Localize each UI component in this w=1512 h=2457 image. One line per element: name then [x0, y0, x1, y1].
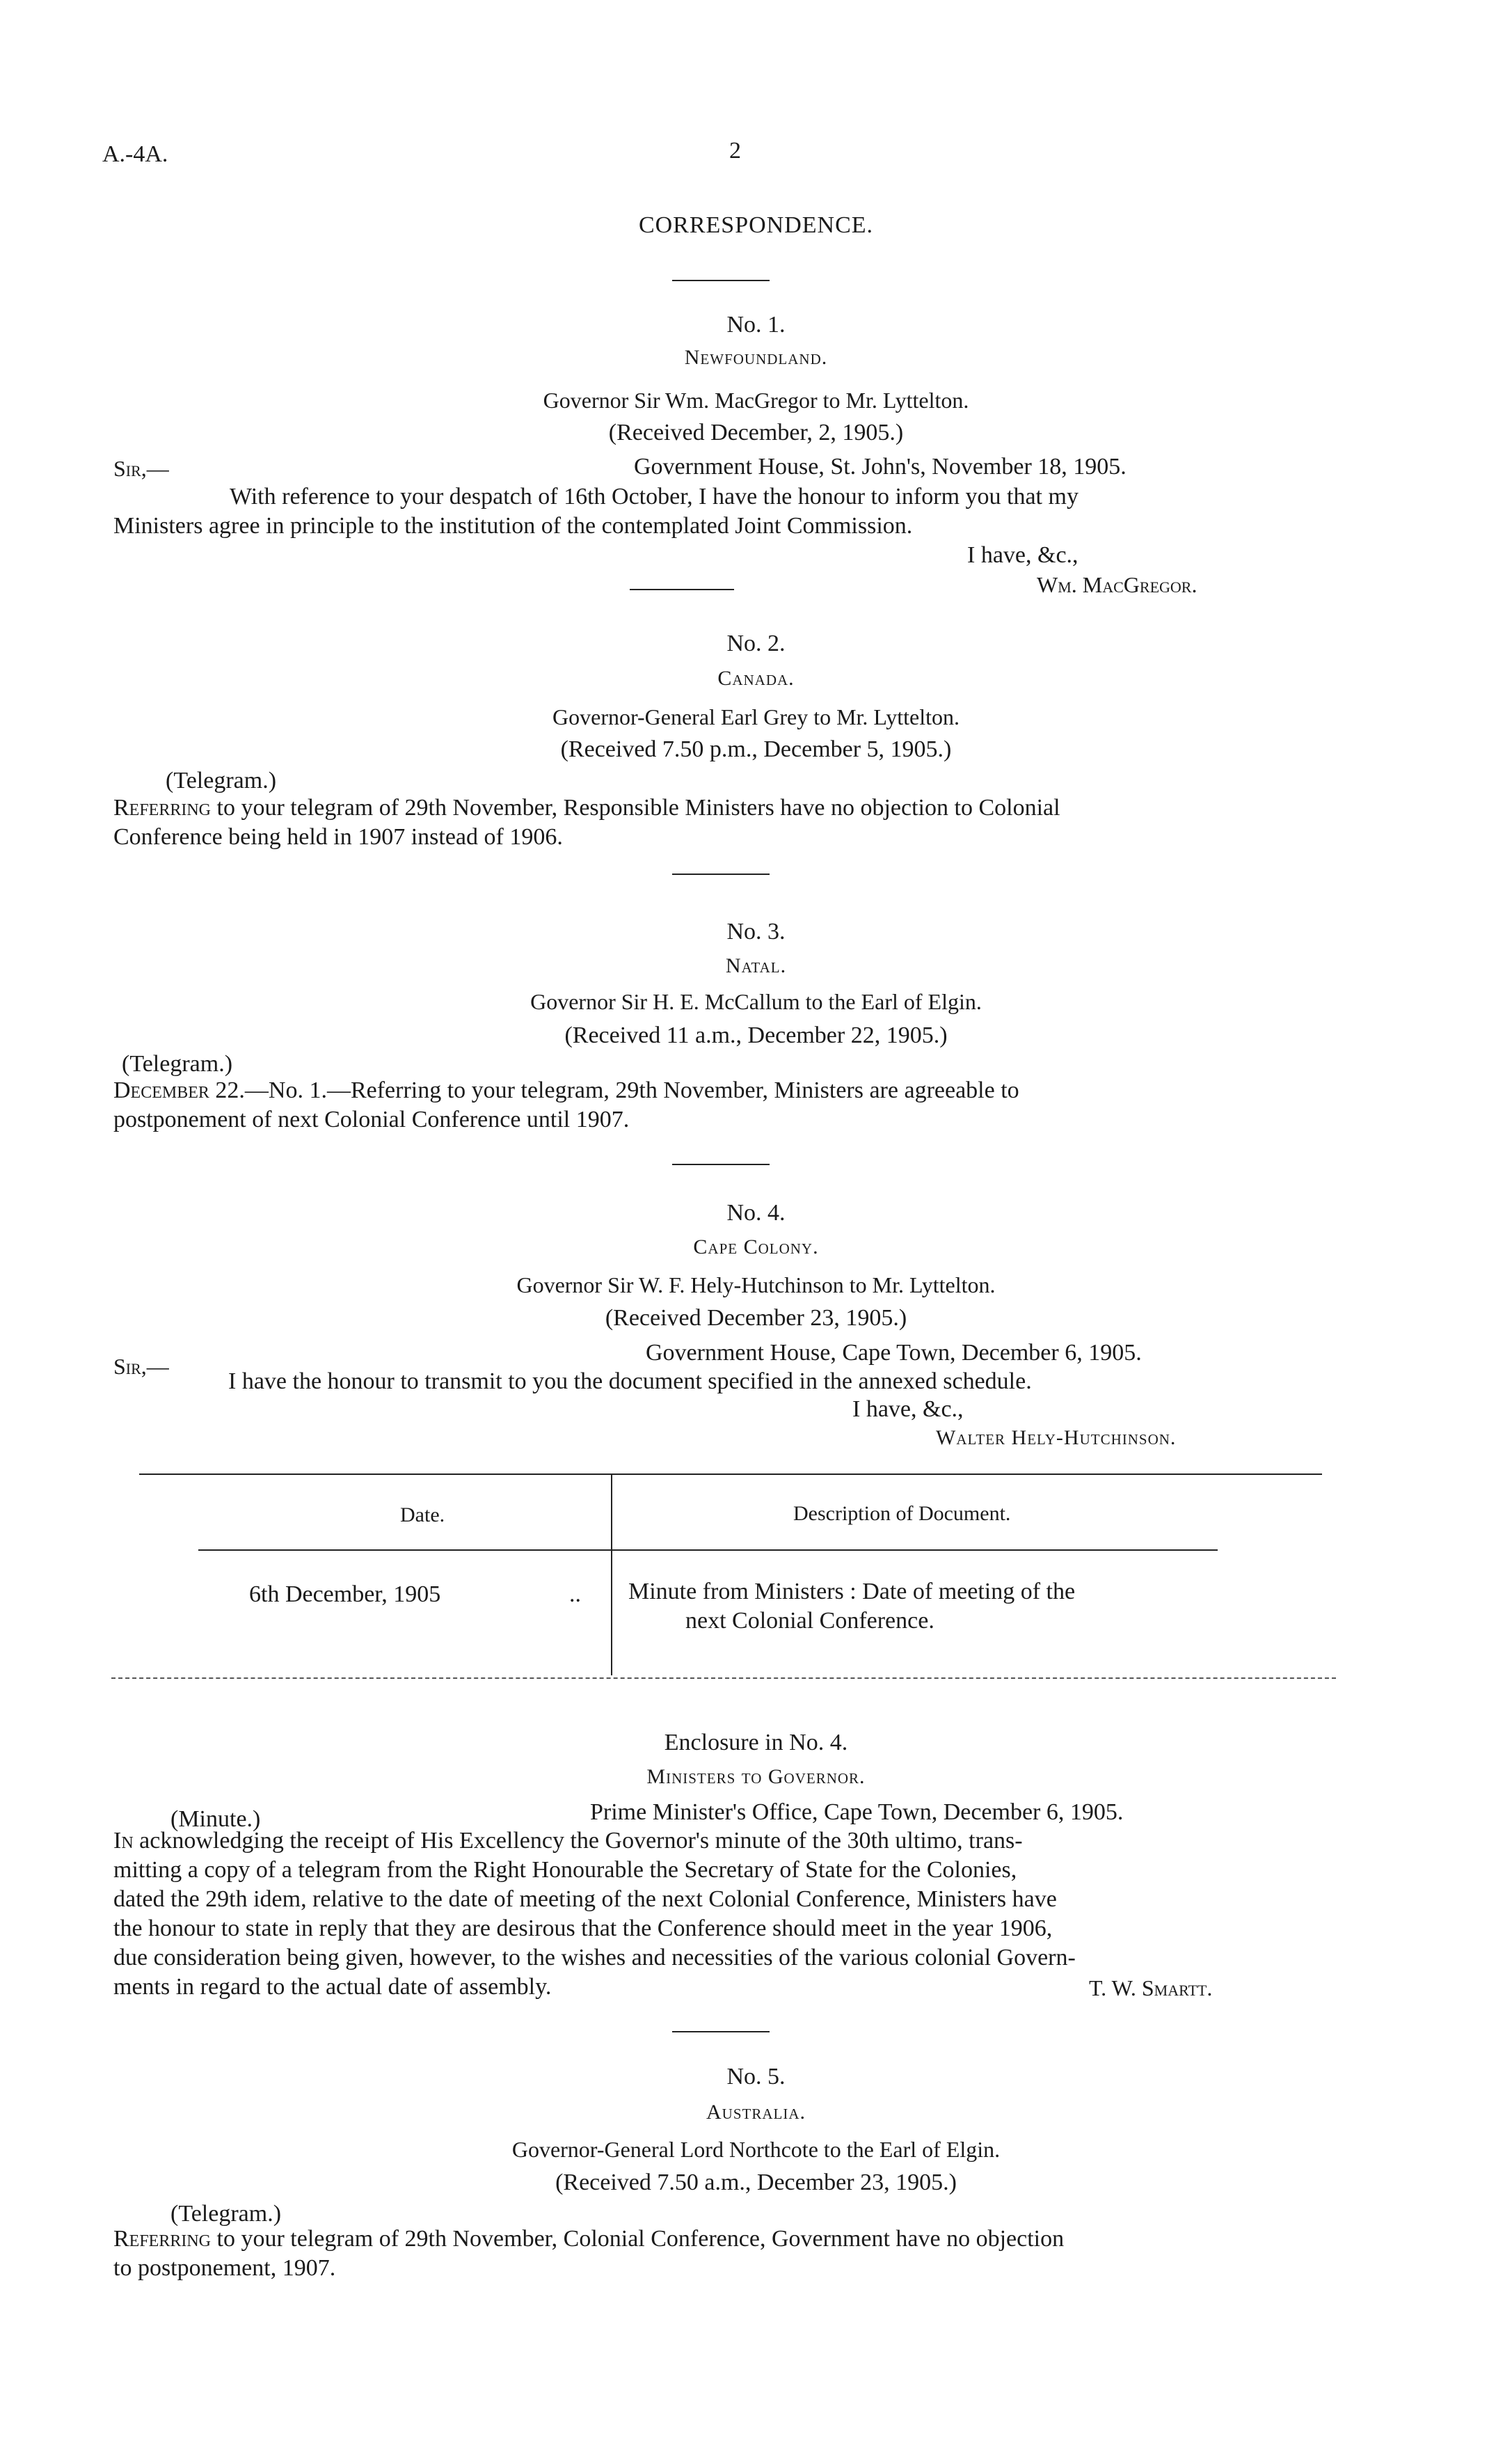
enclosure-line-6: ments in regard to the actual date of assembly. — [113, 1974, 552, 2000]
enclosure-heading: Ministers to Governor. — [646, 1765, 866, 1788]
document-reference: A.-4A. — [102, 141, 168, 167]
enclosure-line-5: due consideration being given, however, to the wishes and necessities of the various colonial Govern- — [113, 1945, 1076, 1970]
item-1-signature-rule — [630, 589, 734, 590]
enclosure-title: Enclosure in No. 4. — [664, 1730, 848, 1755]
item-2-lead: Referring — [113, 795, 212, 821]
item-1-address: Government House, St. John's, November 18, 1905. — [634, 454, 1127, 480]
item-5-number: No. 5. — [726, 2064, 786, 2089]
item-1-salutation: Sir,— — [113, 456, 169, 481]
schedule-bottom-rule — [111, 1677, 1336, 1679]
item-1-received: (Received December, 2, 1905.) — [608, 420, 904, 445]
schedule-top-rule — [139, 1474, 1322, 1475]
item-3-body-line-2: postponement of next Colonial Conference until 1907. — [113, 1107, 630, 1132]
item-1-place: Newfoundland. — [684, 346, 828, 369]
schedule-row-leader: .. — [569, 1581, 581, 1607]
item-4-signature: Walter Hely-Hutchinson. — [936, 1426, 1177, 1449]
item-3-received: (Received 11 a.m., December 22, 1905.) — [564, 1022, 948, 1048]
item-3-body-line-1: 22.—No. 1.—Referring to your telegram, 29th November, Ministers are agreeable to — [215, 1077, 1019, 1103]
enclosure-signature: T. W. Smartt. — [1089, 1975, 1213, 2000]
schedule-column-divider — [611, 1474, 612, 1675]
item-1-body-line-2: Ministers agree in principle to the institution of the contemplated Joint Commission. — [113, 513, 913, 539]
item-2-body-line-1: to your telegram of 29th November, Responsible Ministers have no objection to Colonial — [216, 795, 1060, 821]
item-1-body-line-1: With reference to your despatch of 16th October, I have the honour to inform you that my — [230, 484, 1079, 509]
item-4-place: Cape Colony. — [693, 1235, 819, 1258]
section-divider — [672, 874, 770, 875]
item-2-body-line-2: Conference being held in 1907 instead of 1906. — [113, 824, 563, 850]
item-4-received: (Received December 23, 1905.) — [605, 1305, 907, 1331]
schedule-header-rule — [198, 1549, 1218, 1551]
enclosure-lead: In — [113, 1828, 134, 1854]
enclosure-line-2: mitting a copy of a telegram from the Right Honourable the Secretary of State for the Colonies, — [113, 1857, 1017, 1883]
item-2-place: Canada. — [717, 667, 795, 690]
section-divider — [672, 280, 770, 281]
item-5-lead: Referring — [113, 2226, 212, 2252]
item-3-place: Natal. — [725, 954, 787, 977]
enclosure-line-1: acknowledging the receipt of His Excellency the Governor's minute of the 30th ultimo, trans- — [139, 1828, 1023, 1854]
schedule-row-description-line-1: Minute from Ministers : Date of meeting of the — [628, 1579, 1076, 1604]
item-1-number: No. 1. — [726, 312, 786, 338]
schedule-row-date: 6th December, 1905 — [249, 1581, 441, 1607]
enclosure-line-3: dated the 29th idem, relative to the date of meeting of the next Colonial Conference, Ministers have — [113, 1886, 1057, 1912]
item-4-closing: I have, &c., — [852, 1396, 964, 1422]
item-3-lead: December — [113, 1077, 209, 1103]
item-4-salutation: Sir,— — [113, 1354, 169, 1379]
page-number: 2 — [729, 138, 741, 164]
section-divider — [672, 1164, 770, 1165]
item-3-kind: (Telegram.) — [122, 1051, 233, 1077]
item-1-signature: Wm. MacGregor. — [1037, 572, 1197, 597]
page-title: CORRESPONDENCE. — [638, 212, 874, 238]
item-5-from-to: Governor-General Lord Northcote to the Earl of Elgin. — [511, 2137, 1001, 2162]
schedule-header-date: Date. — [400, 1503, 445, 1526]
schedule-header-description: Description of Document. — [793, 1502, 1011, 1525]
item-2-number: No. 2. — [726, 631, 786, 656]
item-2-received: (Received 7.50 p.m., December 5, 1905.) — [560, 736, 952, 762]
item-5-body-line-1: to your telegram of 29th November, Colonial Conference, Government have no objection — [216, 2226, 1065, 2252]
item-3-from-to: Governor Sir H. E. McCallum to the Earl of Elgin. — [530, 989, 982, 1014]
item-5-received: (Received 7.50 a.m., December 23, 1905.) — [555, 2170, 957, 2195]
item-2-kind: (Telegram.) — [166, 768, 277, 793]
enclosure-line-4: the honour to state in reply that they are desirous that the Conference should meet in the year 1906, — [113, 1915, 1053, 1941]
item-4-body-line-1: I have the honour to transmit to you the document specified in the annexed schedule. — [228, 1368, 1032, 1394]
item-1-from-to: Governor Sir Wm. MacGregor to Mr. Lyttelton. — [543, 388, 969, 413]
enclosure-address: Prime Minister's Office, Cape Town, December 6, 1905. — [590, 1799, 1124, 1825]
item-4-number: No. 4. — [726, 1200, 786, 1226]
schedule-row-description-line-2: next Colonial Conference. — [685, 1608, 934, 1634]
section-divider — [672, 2031, 770, 2032]
item-3-number: No. 3. — [726, 919, 786, 945]
item-5-body-line-2: to postponement, 1907. — [113, 2255, 336, 2281]
item-4-from-to: Governor Sir W. F. Hely-Hutchinson to Mr. Lyttelton. — [516, 1272, 996, 1297]
item-2-from-to: Governor-General Earl Grey to Mr. Lyttelton. — [552, 704, 960, 729]
item-5-place: Australia. — [706, 2101, 806, 2124]
item-1-closing: I have, &c., — [967, 542, 1079, 568]
item-4-address: Government House, Cape Town, December 6, 1905. — [646, 1340, 1142, 1366]
enclosure-kind: (Minute.) — [170, 1806, 261, 1832]
item-5-kind: (Telegram.) — [170, 2201, 282, 2227]
